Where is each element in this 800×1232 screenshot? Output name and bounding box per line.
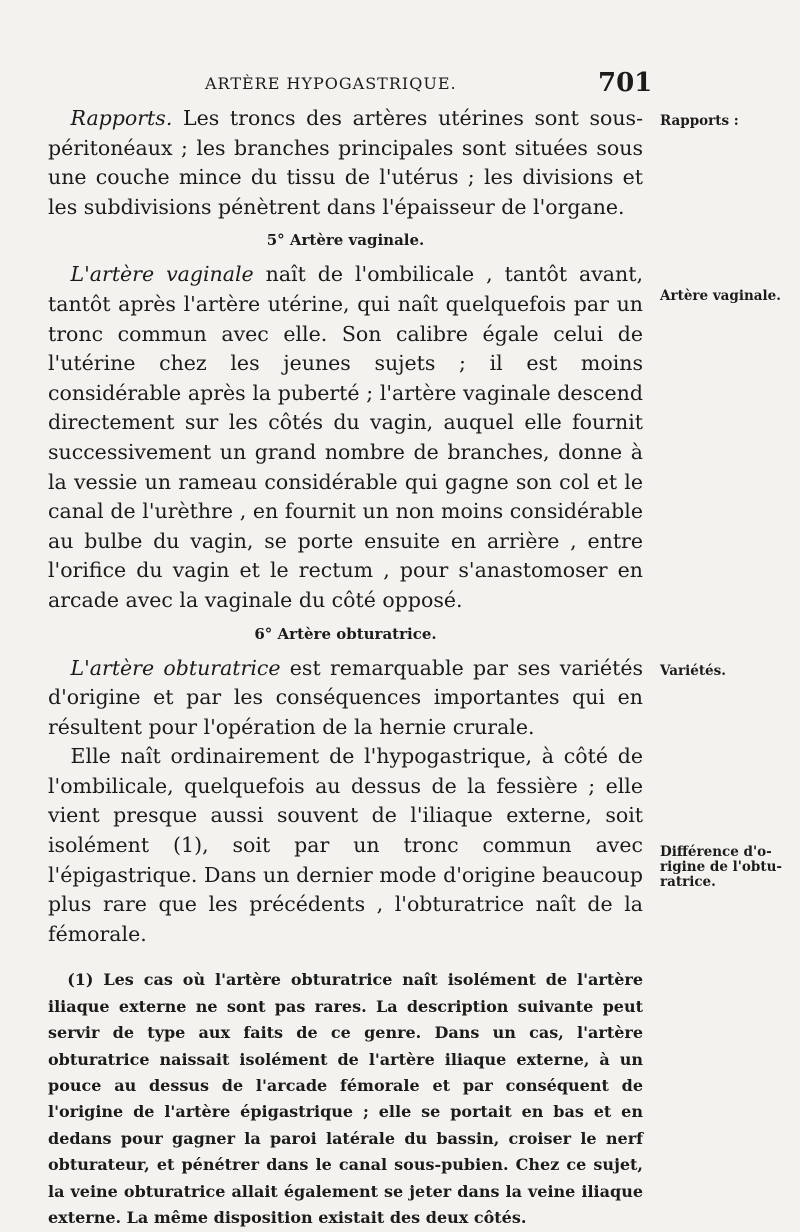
paragraph-obturatrice-origine: Elle naît ordinairement de l'hypogastrique, à côté de l'ombilicale, quelquefois au dessus de la fessière ; elle vient presque aussi souvent de l'iliaque externe, soit isolément (1), soit par un tronc commun avec l'épigastrique. Dans un dernier mode d'origine beaucoup plus rare que les précédents , l'obturatrice naît de la fémorale. — [48, 744, 643, 946]
lead-rapports: Rapports. — [70, 106, 173, 130]
margin-note-rapports: Rapports : — [660, 113, 739, 129]
paragraph-rapports — [48, 104, 643, 222]
paragraph-obturatrice — [48, 654, 643, 743]
section-title-vaginale: 5° Artère vaginale. — [266, 231, 425, 250]
paragraph-vaginale — [48, 260, 643, 615]
page-number: 701 — [598, 68, 653, 98]
lead-vaginale: L'artère vaginale — [70, 262, 254, 287]
margin-note-varietes: Variétés. — [660, 663, 726, 679]
main-text — [48, 104, 643, 1232]
page-header — [0, 68, 800, 102]
footnote-text: (1) Les cas où l'artère obturatrice naît isolément de l'artère iliaque externe ne sont pas rares. La description suivante peut servir de type aux faits de ce genre. Dans un cas, l'artère obturatrice naissait isolément de l'artère iliaque externe, à un pouce au dessus de l'arcade fémorale et par conséquent de l'origine de l'artère épigastrique ; elle se portait en bas et en dedans pour gagner la paroi latérale du bassin, croiser le nerf obturateur, et pénétrer dans le canal sous-pubien. Chez ce sujet, la veine obturatrice allait également se jeter dans la veine iliaque externe. La même disposition existait des deux côtés. — [48, 970, 643, 1228]
text-rapports: Les troncs des artères utérines sont sous-péritonéaux ; les branches principales sont situées sous une couche mince du tissu de l'utérus ; les divisions et les subdivisions pénètrent dans l'épaisseur de l'organe. — [48, 106, 643, 219]
section-title-obturatrice: 6° Artère obturatrice. — [254, 624, 437, 643]
text-vaginale: naît de l'ombilicale , tantôt avant, tantôt après l'artère utérine, qui naît quelquefois par un tronc commun avec elle. Son calibre égale celui de l'utérine chez les jeunes sujets ; il est moins considérable après la puberté ; l'artère vaginale descend directement sur les côtés du vagin, auquel elle fournit successivement un grand nombre de branches, donne à la vessie un rameau considérable qui gagne son col et le canal de l'urèthre , en fournit un non moins considérable au bulbe du vagin, se porte ensuite en arrière , entre l'orifice du vagin et le rectum , pour s'anastomoser en arcade avec la vaginale du côté opposé. — [48, 262, 643, 612]
running-title: ARTÈRE HYPOGASTRIQUE. — [205, 74, 457, 93]
margin-note-difference: Différence d'origine de l'obturatrice. — [660, 844, 783, 890]
margin-note-vaginale: Artère vaginale. — [660, 288, 781, 304]
text-obturatrice: est remarquable par ses variétés d'origine et par les conséquences importantes qui en résultent pour l'opération de la hernie crurale. — [48, 655, 643, 739]
footnote — [48, 967, 643, 1231]
lead-obturatrice: L'artère obturatrice — [70, 655, 281, 680]
